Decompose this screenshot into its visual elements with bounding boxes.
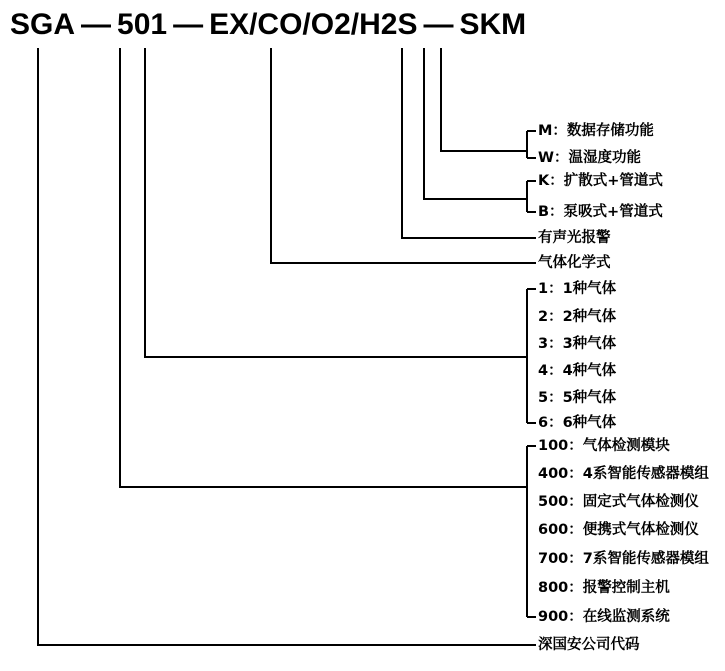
label-w-temp-humidity: W：温湿度功能 xyxy=(538,150,641,166)
label-series-500: 500：固定式气体检测仪 xyxy=(538,494,699,510)
code-part-sga: SGA xyxy=(10,8,76,41)
label-k-diffusion-pipeline: K：扩散式+管道式 xyxy=(538,173,663,189)
label-gas-electrochemical: 气体化学式 xyxy=(538,255,611,271)
code-part-k: K xyxy=(479,8,502,41)
label-company-code: 深国安公司代码 xyxy=(538,637,640,653)
label-series-100: 100：气体检测模块 xyxy=(538,438,670,454)
label-m-data-storage: M：数据存储功能 xyxy=(538,123,654,139)
label-series-900: 900：在线监测系统 xyxy=(538,609,670,625)
label-series-800: 800：报警控制主机 xyxy=(538,580,670,596)
label-gas-count-6: 6：6种气体 xyxy=(538,415,617,431)
code-part-s: S xyxy=(459,8,480,41)
label-gas-count-5: 5：5种气体 xyxy=(538,390,617,406)
label-b-pump-pipeline: B：泵吸式+管道式 xyxy=(538,204,663,220)
label-series-700: 700：7系智能传感器模组 xyxy=(538,551,709,567)
label-series-600: 600：便携式气体检测仪 xyxy=(538,522,699,538)
label-series-400: 400：4系智能传感器模组 xyxy=(538,466,709,482)
code-part-gases: EX/CO/O2/H2S xyxy=(209,8,418,41)
label-gas-count-1: 1：1种气体 xyxy=(538,281,617,297)
code-part-m: M xyxy=(501,8,527,41)
code-dash-3: — xyxy=(423,8,454,41)
label-gas-count-3: 3：3种气体 xyxy=(538,336,617,352)
code-dash-1: — xyxy=(81,8,112,41)
label-gas-count-2: 2：2种气体 xyxy=(538,309,617,325)
label-gas-count-4: 4：4种气体 xyxy=(538,363,617,379)
label-audible-visual-alarm: 有声光报警 xyxy=(538,230,611,246)
code-dash-2: — xyxy=(173,8,204,41)
code-part-501: 501 xyxy=(117,8,168,41)
